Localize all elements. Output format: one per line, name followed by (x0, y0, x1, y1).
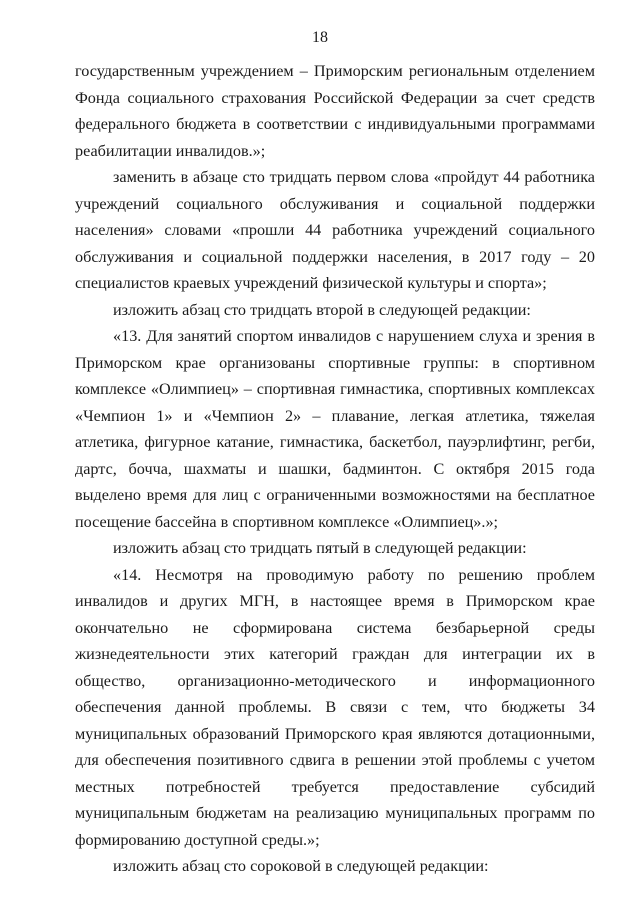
paragraph-4: «13. Для занятий спортом инвалидов с нарушением слуха и зрения в Приморском крае организованы спортивные группы: в спортивном комплексе «Олимпиец» – спортивная гимнастика, спортивных комплексах «Чемпион 1» и «Чемпион 2» – плавание, легкая атлетика, тяжелая атлетика, фигурное катание, гимнастика, баскетбол, пауэрлифтинг, регби, дартс, бочча, шахматы и шашки, бадминтон. С октября 2015 года выделено время для лиц с ограниченными возможностями на бесплатное посещение бассейна в спортивном комплексе «Олимпиец».»; (75, 327, 595, 531)
page-number: 18 (312, 29, 328, 46)
paragraph-3: изложить абзац сто тридцать второй в следующей редакции: (113, 300, 531, 319)
paragraph-5: изложить абзац сто тридцать пятый в следующей редакции: (113, 539, 527, 557)
document-body (75, 58, 595, 880)
paragraph-2: заменить в абзаце сто тридцать первом слова «пройдут 44 работника учреждений социального обслуживания и социальной поддержки населения» словами «прошли 44 работника учреждений социального обслуживания и социальной поддержки населения, в 2017 году – 20 специалистов краевых учреждений физической культуры и спорта»; (75, 168, 595, 292)
paragraph-1: государственным учреждением – Приморским региональным отделением Фонда социального страхования Российской Федерации за счет средств федерального бюджета в соответствии с индивидуальными программами реабилитации инвалидов.»; (75, 62, 595, 160)
paragraph-6: «14. Несмотря на проводимую работу по решению проблем инвалидов и других МГН, в настоящее время в Приморском крае окончательно не сформирована система безбарьерной среды жизнедеятельности этих категорий граждан для интеграции их в общество, организационно-методического и информационного обеспечения данной проблемы. В связи с тем, что бюджеты 34 муниципальных образований Приморского края являются дотационными, для обеспечения позитивного сдвига в решении этой проблемы с учетом местных потребностей требуется предоставление субсидий муниципальным бюджетам на реализацию муниципальных программ по формированию доступной среды.»; (75, 565, 595, 849)
paragraph-7: изложить абзац сто сороковой в следующей редакции: (113, 857, 489, 875)
